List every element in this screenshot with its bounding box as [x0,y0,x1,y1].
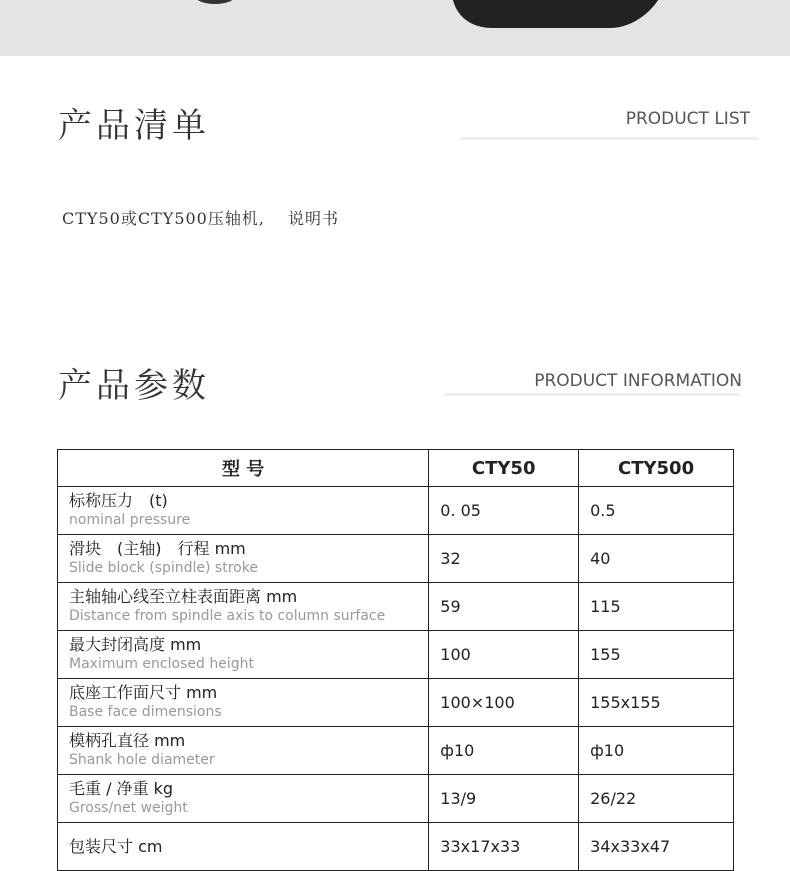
param-en: Maximum enclosed height [69,656,254,672]
param-cn: 滑块 (主轴) 行程 mm [69,539,246,558]
value-cty500: 34x33x47 [579,823,734,871]
param-cell [58,775,429,823]
table-row [58,679,734,727]
param-cn: 模柄孔直径 mm [69,731,186,750]
table-row [58,727,734,775]
value-cty500: 0.5 [579,487,734,535]
value-cty500: 40 [579,535,734,583]
section-en-list: PRODUCT LIST [625,109,750,129]
spec-table [57,449,734,871]
value-cty500: ф10 [579,727,734,775]
table-header [58,450,734,487]
section-title-info: 产品参数 [58,366,210,406]
table-row [58,487,734,535]
section-en-info: PRODUCT INFORMATION [534,371,742,391]
param-en: Slide block (spindle) stroke [69,560,258,576]
value-cty50: 100 [429,631,579,679]
value-cty50: 0. 05 [429,487,579,535]
product-image-part [195,0,235,4]
value-cty50: 100×100 [429,679,579,727]
param-en: Base face dimensions [69,704,222,720]
divider [460,137,758,140]
table-row [58,535,734,583]
table-row [58,583,734,631]
param-cn: 主轴轴心线至立柱表面距离 mm [69,587,298,606]
header-cty50: CTY50 [429,450,579,487]
product-list-content: CTY50或CTY500压轴机, 说明书 [62,209,340,228]
value-cty50: ф10 [429,727,579,775]
value-cty50: 33x17x33 [429,823,579,871]
product-image-banner [0,0,790,56]
value-cty50: 32 [429,535,579,583]
param-cn: 底座工作面尺寸 mm [69,683,218,702]
product-image-part [434,0,670,28]
param-cell [58,535,429,583]
param-en: Shank hole diameter [69,752,215,768]
value-cty500: 26/22 [579,775,734,823]
section-title-list: 产品清单 [58,106,210,146]
param-cell [58,679,429,727]
param-cn: 标称压力 (t) [69,491,168,510]
table-row [58,775,734,823]
table-row [58,631,734,679]
param-en: Gross/net weight [69,800,188,816]
param-cell [58,583,429,631]
param-cell [58,631,429,679]
value-cty500: 155 [579,631,734,679]
divider [444,393,740,396]
value-cty50: 13/9 [429,775,579,823]
header-model: 型 号 [58,450,429,487]
param-cn: 最大封闭高度 mm [69,635,202,654]
param-en: Distance from spindle axis to column surface [69,608,386,624]
param-cn: 毛重 / 净重 kg [69,779,174,798]
header-cty500: CTY500 [579,450,734,487]
value-cty500: 115 [579,583,734,631]
value-cty500: 155x155 [579,679,734,727]
param-cell [58,727,429,775]
param-cn: 包装尺寸 cm [69,836,163,856]
param-cell [58,487,429,535]
param-en: nominal pressure [69,512,191,528]
value-cty50: 59 [429,583,579,631]
